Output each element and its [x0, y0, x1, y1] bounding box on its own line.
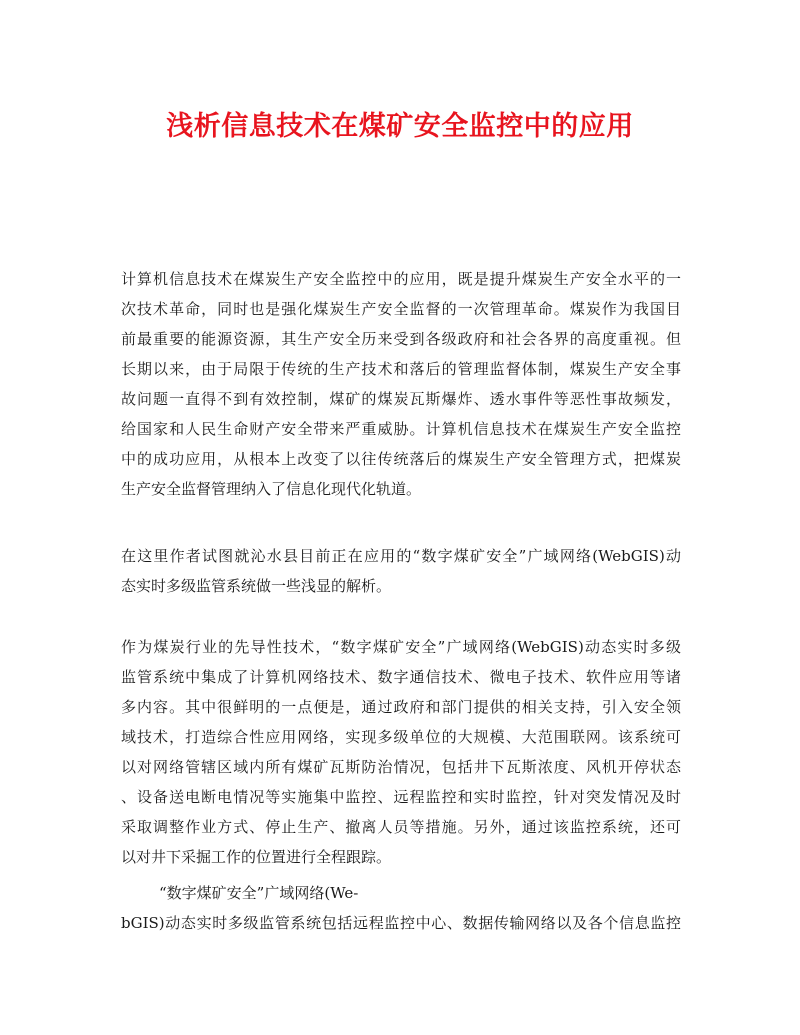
text-line: 前最重要的能源资源，其生产安全历来受到各级政府和社会各界的高度重视。但 — [121, 330, 681, 348]
text-line: 监管系统中集成了计算机网络技术、数字通信技术、微电子技术、软件应用等诸 — [121, 668, 681, 686]
text-line: 给国家和人民生命财产安全带来严重威胁。计算机信息技术在煤炭生产安全监控 — [121, 420, 681, 438]
text-line: bGIS)动态实时多级监管系统包括远程监控中心、数据传输网络以及各个信息监控 — [121, 914, 681, 932]
text-line: 、设备送电断电情况等实施集中监控、远程监控和实时监控，针对突发情况及时 — [121, 788, 681, 806]
text-line: 以对井下采掘工作的位置进行全程跟踪。 — [121, 848, 392, 866]
text-line: 长期以来，由于局限于传统的生产技术和落后的管理监督体制，煤炭生产安全事 — [121, 360, 681, 378]
document-title: 浅析信息技术在煤矿安全监控中的应用 — [166, 111, 634, 142]
paragraph-1 — [121, 264, 681, 504]
text-line: 生产安全监督管理纳入了信息化现代化轨道。 — [121, 480, 422, 498]
text-line: 在这里作者试图就沁水县目前正在应用的“数字煤矿安全”广域网络(WebGIS)动 — [121, 547, 681, 565]
text-line: 计算机信息技术在煤炭生产安全监控中的应用，既是提升煤炭生产安全水平的一 — [121, 270, 681, 288]
paragraph-2 — [121, 541, 681, 601]
text-line: 次技术革命，同时也是强化煤炭生产安全监督的一次管理革命。煤炭作为我国目 — [121, 300, 681, 318]
text-line: 域技术，打造综合性应用网络，实现多级单位的大规模、大范围联网。该系统可 — [121, 728, 681, 746]
text-line: 多内容。其中很鲜明的一点便是，通过政府和部门提供的相关支持，引入安全领 — [121, 698, 681, 716]
paragraph-3 — [121, 632, 681, 872]
text-line: 中的成功应用，从根本上改变了以往传统落后的煤炭生产安全管理方式，把煤炭 — [121, 450, 681, 468]
paragraph-4 — [121, 878, 681, 938]
text-line: 采取调整作业方式、停止生产、撤离人员等措施。另外，通过该监控系统，还可 — [121, 818, 681, 836]
text-line: 故问题一直得不到有效控制，煤矿的煤炭瓦斯爆炸、透水事件等恶性事故频发， — [121, 390, 681, 408]
text-line: 作为煤炭行业的先导性技术，“数字煤矿安全”广域网络(WebGIS)动态实时多级 — [121, 638, 681, 656]
text-line: 以对网络管辖区域内所有煤矿瓦斯防治情况，包括井下瓦斯浓度、风机开停状态 — [121, 758, 681, 776]
text-line: 态实时多级监管系统做一些浅显的解析。 — [121, 577, 392, 595]
text-line: “数字煤矿安全”广域网络(We- — [159, 884, 359, 902]
